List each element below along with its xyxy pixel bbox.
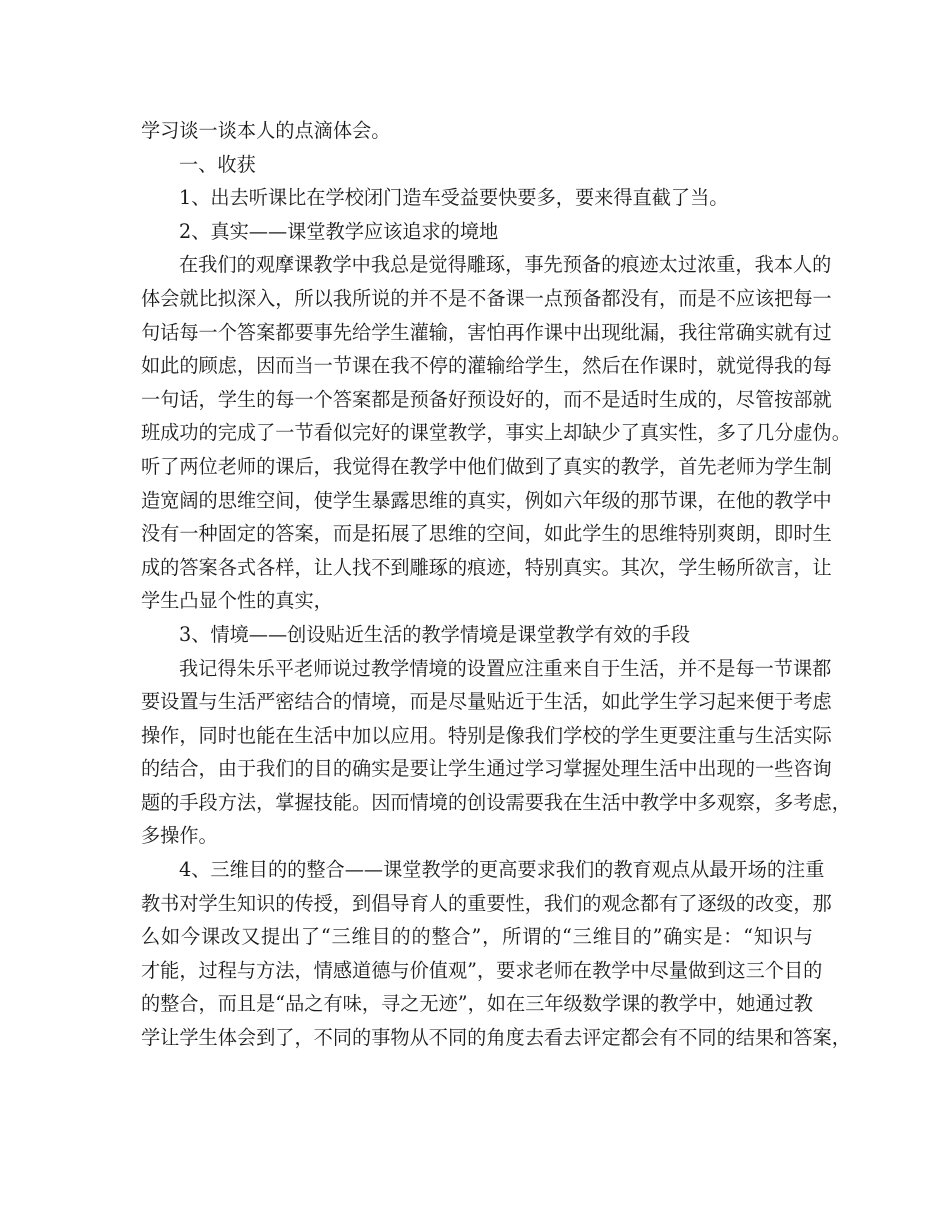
paragraph-line: 的结合，由于我们的目的确实是要让学生通过学习掌握处理生活中出现的一些咨询 [141,757,832,781]
subsection-heading: 4、三维目的的整合——课堂教学的更高要求我们的教育观点从最开场的注重 [179,858,825,882]
paragraph-line: 才能，过程与方法，情感道德与价值观”，要求老师在教学中尽量做到这三个目的 [141,958,823,982]
paragraph-line: 句话每一个答案都要事先给学生灌输，害怕再作课中出现纰漏，我往常确实就有过 [141,320,832,344]
paragraph-line: 在我们的观摩课教学中我总是觉得雕琢，事先预备的痕迹太过浓重，我本人的 [179,253,832,277]
paragraph-line: 题的手段方法，掌握技能。因而情境的创设需要我在生活中教学中多观察，多考虑， [141,790,851,814]
paragraph-line: 我记得朱乐平老师说过教学情境的设置应注重来自于生活，并不是每一节课都 [179,656,832,680]
subsection-heading: 3、情境——创设贴近生活的教学情境是课堂教学有效的手段 [179,622,691,646]
paragraph-line: 多操作。 [141,824,218,848]
paragraph-line: 没有一种固定的答案，而是拓展了思维的空间，如此学生的思维特别爽朗，即时生 [141,522,832,546]
list-item: 1、出去听课比在学校闭门造车受益要快要多，要来得直截了当。 [179,186,729,210]
paragraph-line: 班成功的完成了一节看似完好的课堂教学，事实上却缺少了真实性，多了几分虚伪。 [141,421,851,445]
paragraph-line: 一句话，学生的每一个答案都是预备好预设好的，而不是适时生成的，尽管按部就 [141,387,832,411]
paragraph-line: 听了两位老师的课后，我觉得在教学中他们做到了真实的教学，首先老师为学生制 [141,454,832,478]
paragraph-line: 成的答案各式各样，让人找不到雕琢的痕迹，特别真实。其次，学生畅所欲言，让 [141,555,832,579]
paragraph-line: 的整合，而且是“品之有味，寻之无迹”，如在三年级数学课的教学中，她通过教 [141,992,813,1016]
section-heading: 一、收获 [179,152,256,176]
paragraph-line: 要设置与生活严密结合的情境，而是尽量贴近于生活，如此学生学习起来便于考虑 [141,690,832,714]
paragraph-line: 学生凸显个性的真实， [141,589,333,613]
paragraph-line: 操作，同时也能在生活中加以应用。特别是像我们学校的学生更要注重与生活实际 [141,723,832,747]
paragraph-line: 教书对学生知识的传授，到倡导育人的重要性，我们的观念都有了逐级的改变，那 [141,891,832,915]
paragraph-line: 体会就比拟深入，所以我所说的并不是不备课一点预备都没有，而是不应该把每一 [141,286,832,310]
paragraph-line: 么如今课改又提出了“三维目的的整合”，所谓的“三维目的”确实是：“知识与 [141,925,813,949]
paragraph-line: 学让学生体会到了，不同的事物从不同的角度去看去评定都会有不同的结果和答案， [141,1026,851,1050]
subsection-heading: 2、真实——课堂教学应该追求的境地 [179,219,499,243]
text-line: 学习谈一谈本人的点滴体会。 [141,119,391,142]
document-body [141,114,851,1055]
paragraph-line: 如此的顾虑，因而当一节课在我不停的灌输给学生，然后在作课时，就觉得我的每 [141,354,832,378]
paragraph-line: 造宽阔的思维空间，使学生暴露思维的真实，例如六年级的那节课，在他的教学中 [141,488,832,512]
